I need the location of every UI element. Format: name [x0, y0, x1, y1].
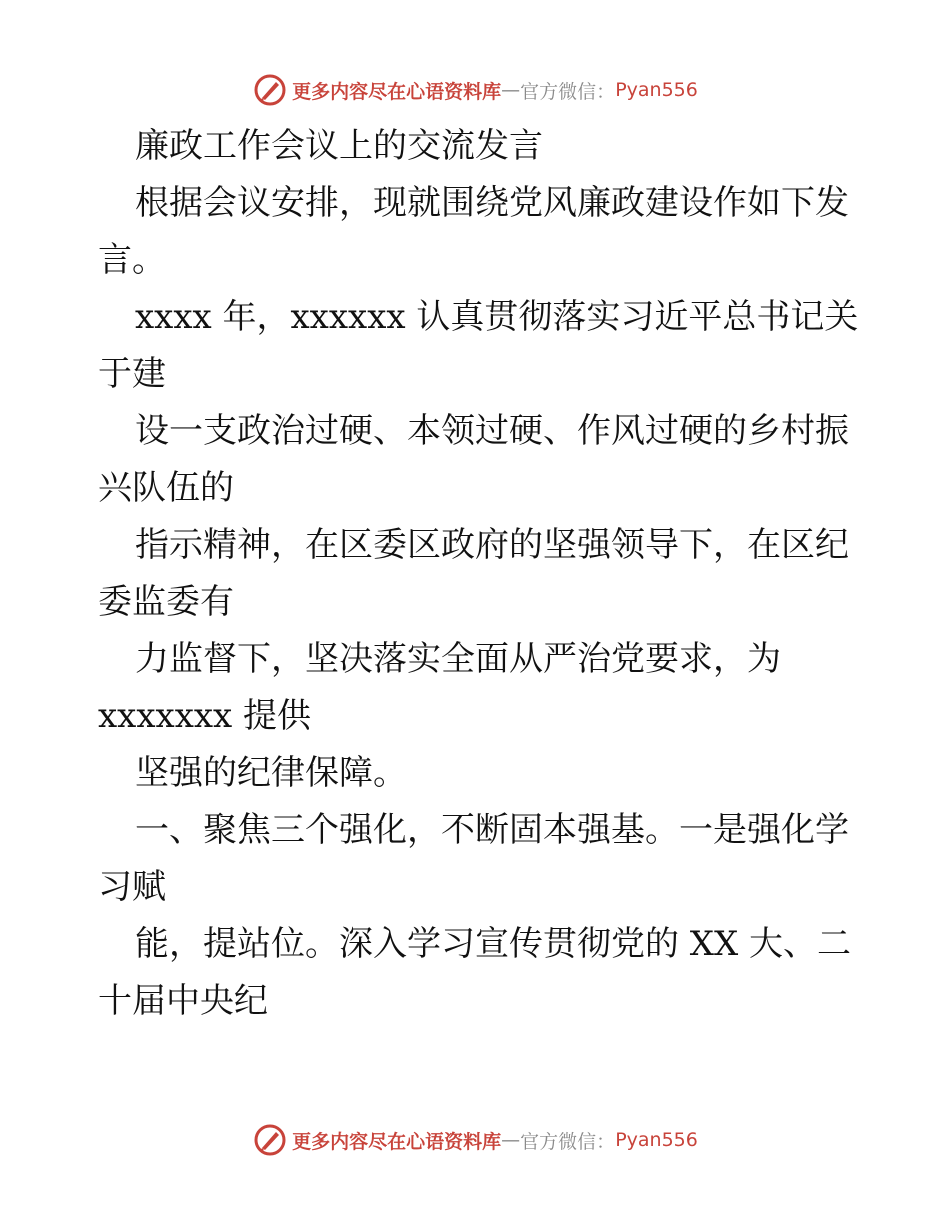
- text-line: xxxxxxx 提供: [98, 696, 312, 736]
- text-line: 兴队伍的: [98, 468, 234, 508]
- banner-handle: Pyan556: [615, 79, 698, 101]
- quill-pen-circle-icon: [252, 1122, 288, 1158]
- banner-primary-text: 更多内容尽在心语资料库: [292, 1130, 502, 1153]
- banner-dash: —: [501, 1129, 521, 1151]
- text-line: 言。: [98, 240, 166, 280]
- text-line: 指示精神，在区委区政府的坚强领导下，在区纪: [135, 525, 849, 565]
- header-banner: [0, 70, 950, 110]
- text-line: 委监委有: [98, 582, 234, 622]
- footer-banner: [0, 1120, 950, 1160]
- text-line: 力监督下，坚决落实全面从严治党要求，为: [135, 639, 781, 679]
- document-title: 廉政工作会议上的交流发言: [135, 126, 543, 166]
- quill-pen-circle-icon: [252, 72, 288, 108]
- banner-dash: —: [501, 79, 521, 101]
- text-line: 根据会议安排，现就围绕党风廉政建设作如下发: [135, 183, 849, 223]
- text-line: 坚强的纪律保障。: [135, 753, 407, 793]
- banner-primary-text: 更多内容尽在心语资料库: [292, 80, 502, 103]
- text-line: xxxx 年，xxxxxx 认真贯彻落实习近平总书记关: [135, 297, 859, 337]
- text-line: 设一支政治过硬、本领过硬、作风过硬的乡村振: [135, 411, 849, 451]
- banner-secondary-text: 官方微信：: [520, 80, 616, 103]
- document-body: [98, 118, 858, 1030]
- text-line: 习赋: [98, 867, 166, 907]
- banner-handle: Pyan556: [615, 1129, 698, 1151]
- section-heading-line: 一、聚焦三个强化，不断固本强基。一是强化学: [135, 810, 849, 850]
- text-line: 于建: [98, 354, 166, 394]
- banner-secondary-text: 官方微信：: [520, 1130, 616, 1153]
- text-line: 能，提站位。深入学习宣传贯彻党的 XX 大、二: [135, 924, 852, 964]
- text-line: 十届中央纪: [98, 981, 268, 1021]
